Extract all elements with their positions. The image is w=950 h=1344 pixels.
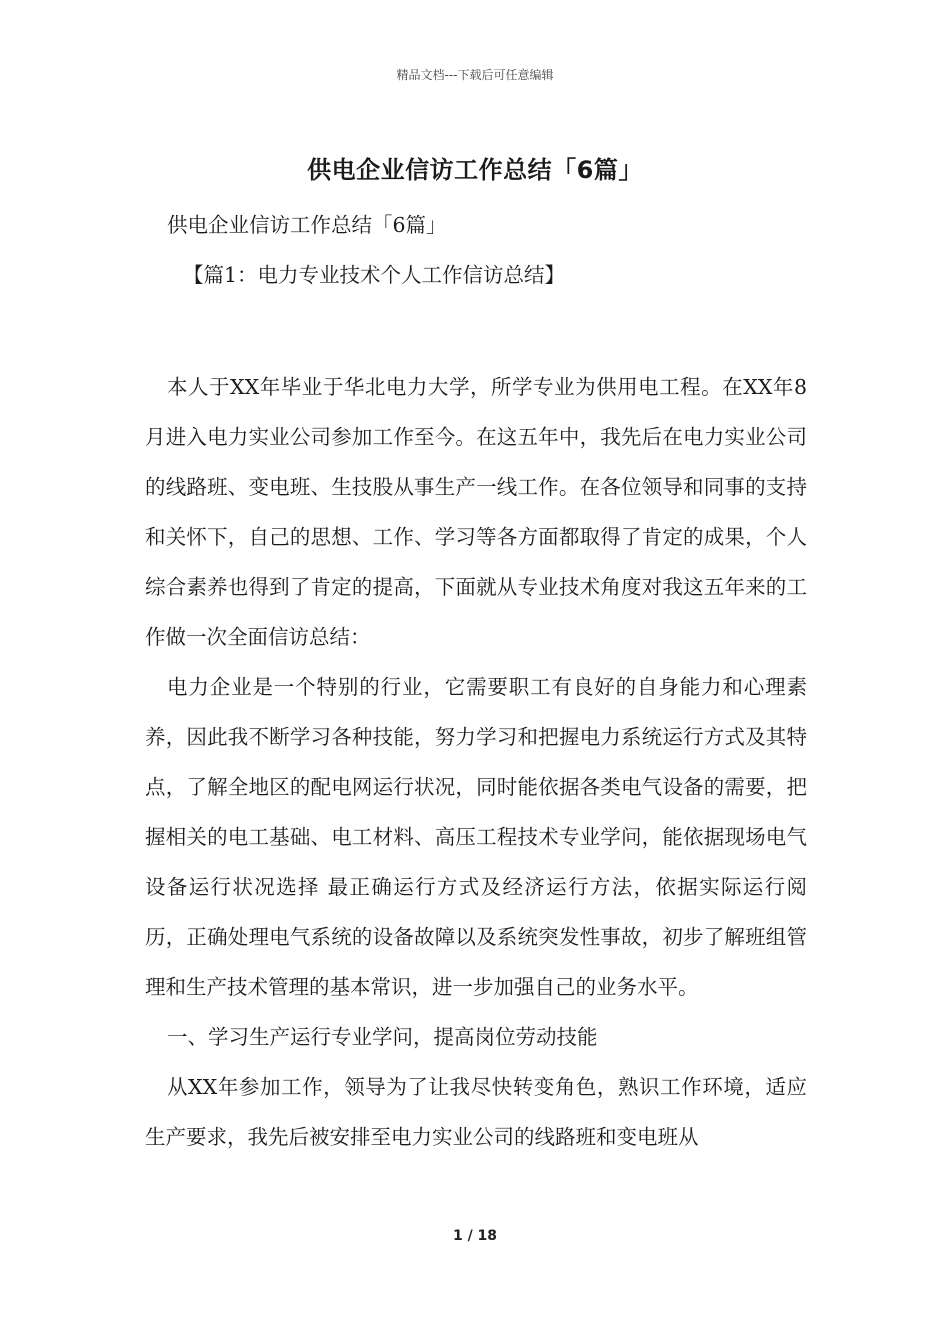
section-heading: 【篇1：电力专业技术个人工作信访总结】 [183,263,566,287]
paragraph-industry: 电力企业是一个特别的行业，它需要职工有良好的自身能力和心理素养，因此我不断学习各种技能，努力学习和把握电力系统运行方式及其特点，了解全地区的配电网运行状况，同时能依据各类电气设备的需要，把握相关的电工基础、电工材料、高压工程技术专业学问，能依据现场电气设备运行状况选择 最正确运行方式及经济运行方法，依据实际运行阅历，正确处理电气系统的设备故障以及系统突发性事故，初步了解班组管理和生产技术管理的基本常识，进一步加强自己的业务水平。 [145,675,807,999]
paragraph-intro: 本人于XX年毕业于华北电力大学，所学专业为供用电工程。在XX年8月进入电力实业公司参加工作至今。在这五年中，我先后在电力实业公司的线路班、变电班、生技股从事生产一线工作。在各位领导和同事的支持和关怀下，自己的思想、工作、学习等各方面都取得了肯定的成果，个人综合素养也得到了肯定的提高，下面就从专业技术角度对我这五年来的工作做一次全面信访总结： [145,375,807,649]
document-subtitle: 供电企业信访工作总结「6篇」 [167,213,447,237]
document-body [145,200,807,1162]
page-indicator: 1 / 18 [452,1228,498,1244]
paragraph-work-start: 从XX年参加工作，领导为了让我尽快转变角色，熟识工作环境，适应生产要求，我先后被安排至电力实业公司的线路班和变电班从 [145,1075,807,1149]
document-title: 供电企业信访工作总结「6篇」 [307,156,643,184]
spacer [145,300,807,362]
paragraph-heading-one: 一、学习生产运行专业学问，提高岗位劳动技能 [167,1025,598,1049]
page-header: 精品文档---下载后可任意编辑 [396,68,554,82]
